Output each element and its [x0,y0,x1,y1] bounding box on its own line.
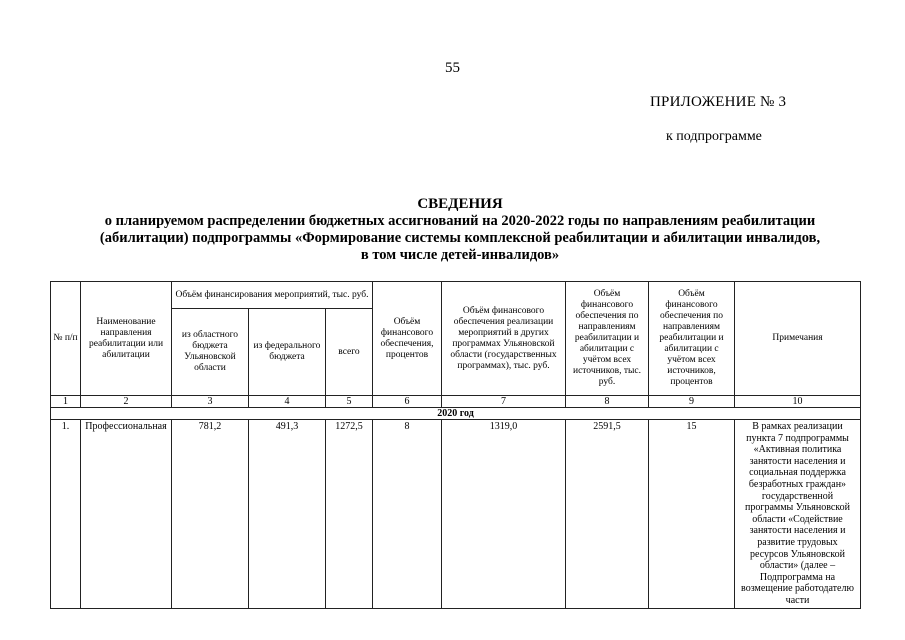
header-total: всего [326,309,373,396]
header-row-top [51,282,861,309]
title-heading: СВЕДЕНИЯ [417,196,503,212]
row-direction: Профессиональная [81,420,172,609]
header-notes: Примечания [735,282,861,396]
row-other-programs: 1319,0 [442,420,566,609]
subprogram-reference: к подпрограмме [666,129,762,144]
column-number: 1 [51,396,81,408]
column-number: 6 [373,396,442,408]
header-all-sources: Объём финансового обеспечения по направлениям реабилитации и абилитации с учётом всех источников, тыс. руб. [566,282,649,396]
title-line: в том числе детей-инвалидов» [360,247,560,263]
column-number: 9 [649,396,735,408]
header-federal: из федерального бюджета [249,309,326,396]
column-number: 4 [249,396,326,408]
column-number: 2 [81,396,172,408]
header-num: № п/п [51,282,81,396]
column-number: 7 [442,396,566,408]
title-line: о планируемом распределении бюджетных ассигнований на 2020-2022 годы по направлениям реабилитации [104,213,816,229]
header-all-sources-pct: Объём финансового обеспечения по направлениям реабилитации и абилитации с учётом всех источников, процентов [649,282,735,396]
column-number: 3 [172,396,249,408]
row-all-sources-pct: 15 [649,420,735,609]
row-num: 1. [51,420,81,609]
appendix-label: ПРИЛОЖЕНИЕ № 3 [650,94,787,110]
row-all-sources: 2591,5 [566,420,649,609]
row-share: 8 [373,420,442,609]
table-row [51,420,861,609]
column-number-row [51,396,861,408]
column-number: 10 [735,396,861,408]
year-label: 2020 год [51,408,861,420]
header-other-programs: Объём финансового обеспечения реализации мероприятий в других программах Ульяновской области (государственных программах), тыс. руб. [442,282,566,396]
allocation-table [50,281,861,609]
column-number: 8 [566,396,649,408]
row-notes: В рамках реализации пункта 7 подпрограммы «Активная политика занятости населения и социальная поддержка безработных граждан» государственной программы Ульяновской области «Содействие занятости населения и развитие трудовых ресурсов Ульяновской области» (далее – Подпрограмма на возмещение работодателю части [735,420,861,609]
header-share: Объём финансового обеспечения, процентов [373,282,442,396]
row-federal: 491,3 [249,420,326,609]
year-row [51,408,861,420]
page-number: 55 [445,60,460,76]
column-number: 5 [326,396,373,408]
header-funding-group: Объём финансирования мероприятий, тыс. руб. [172,282,373,309]
row-regional: 781,2 [172,420,249,609]
header-direction: Наименование направления реабилитации или абилитации [81,282,172,396]
row-total: 1272,5 [326,420,373,609]
header-regional: из областного бюджета Ульяновской области [172,309,249,396]
document-title [60,196,860,264]
title-line: (абилитации) подпрограммы «Формирование системы комплексной реабилитации и абилитации инвалидов, [99,230,821,246]
